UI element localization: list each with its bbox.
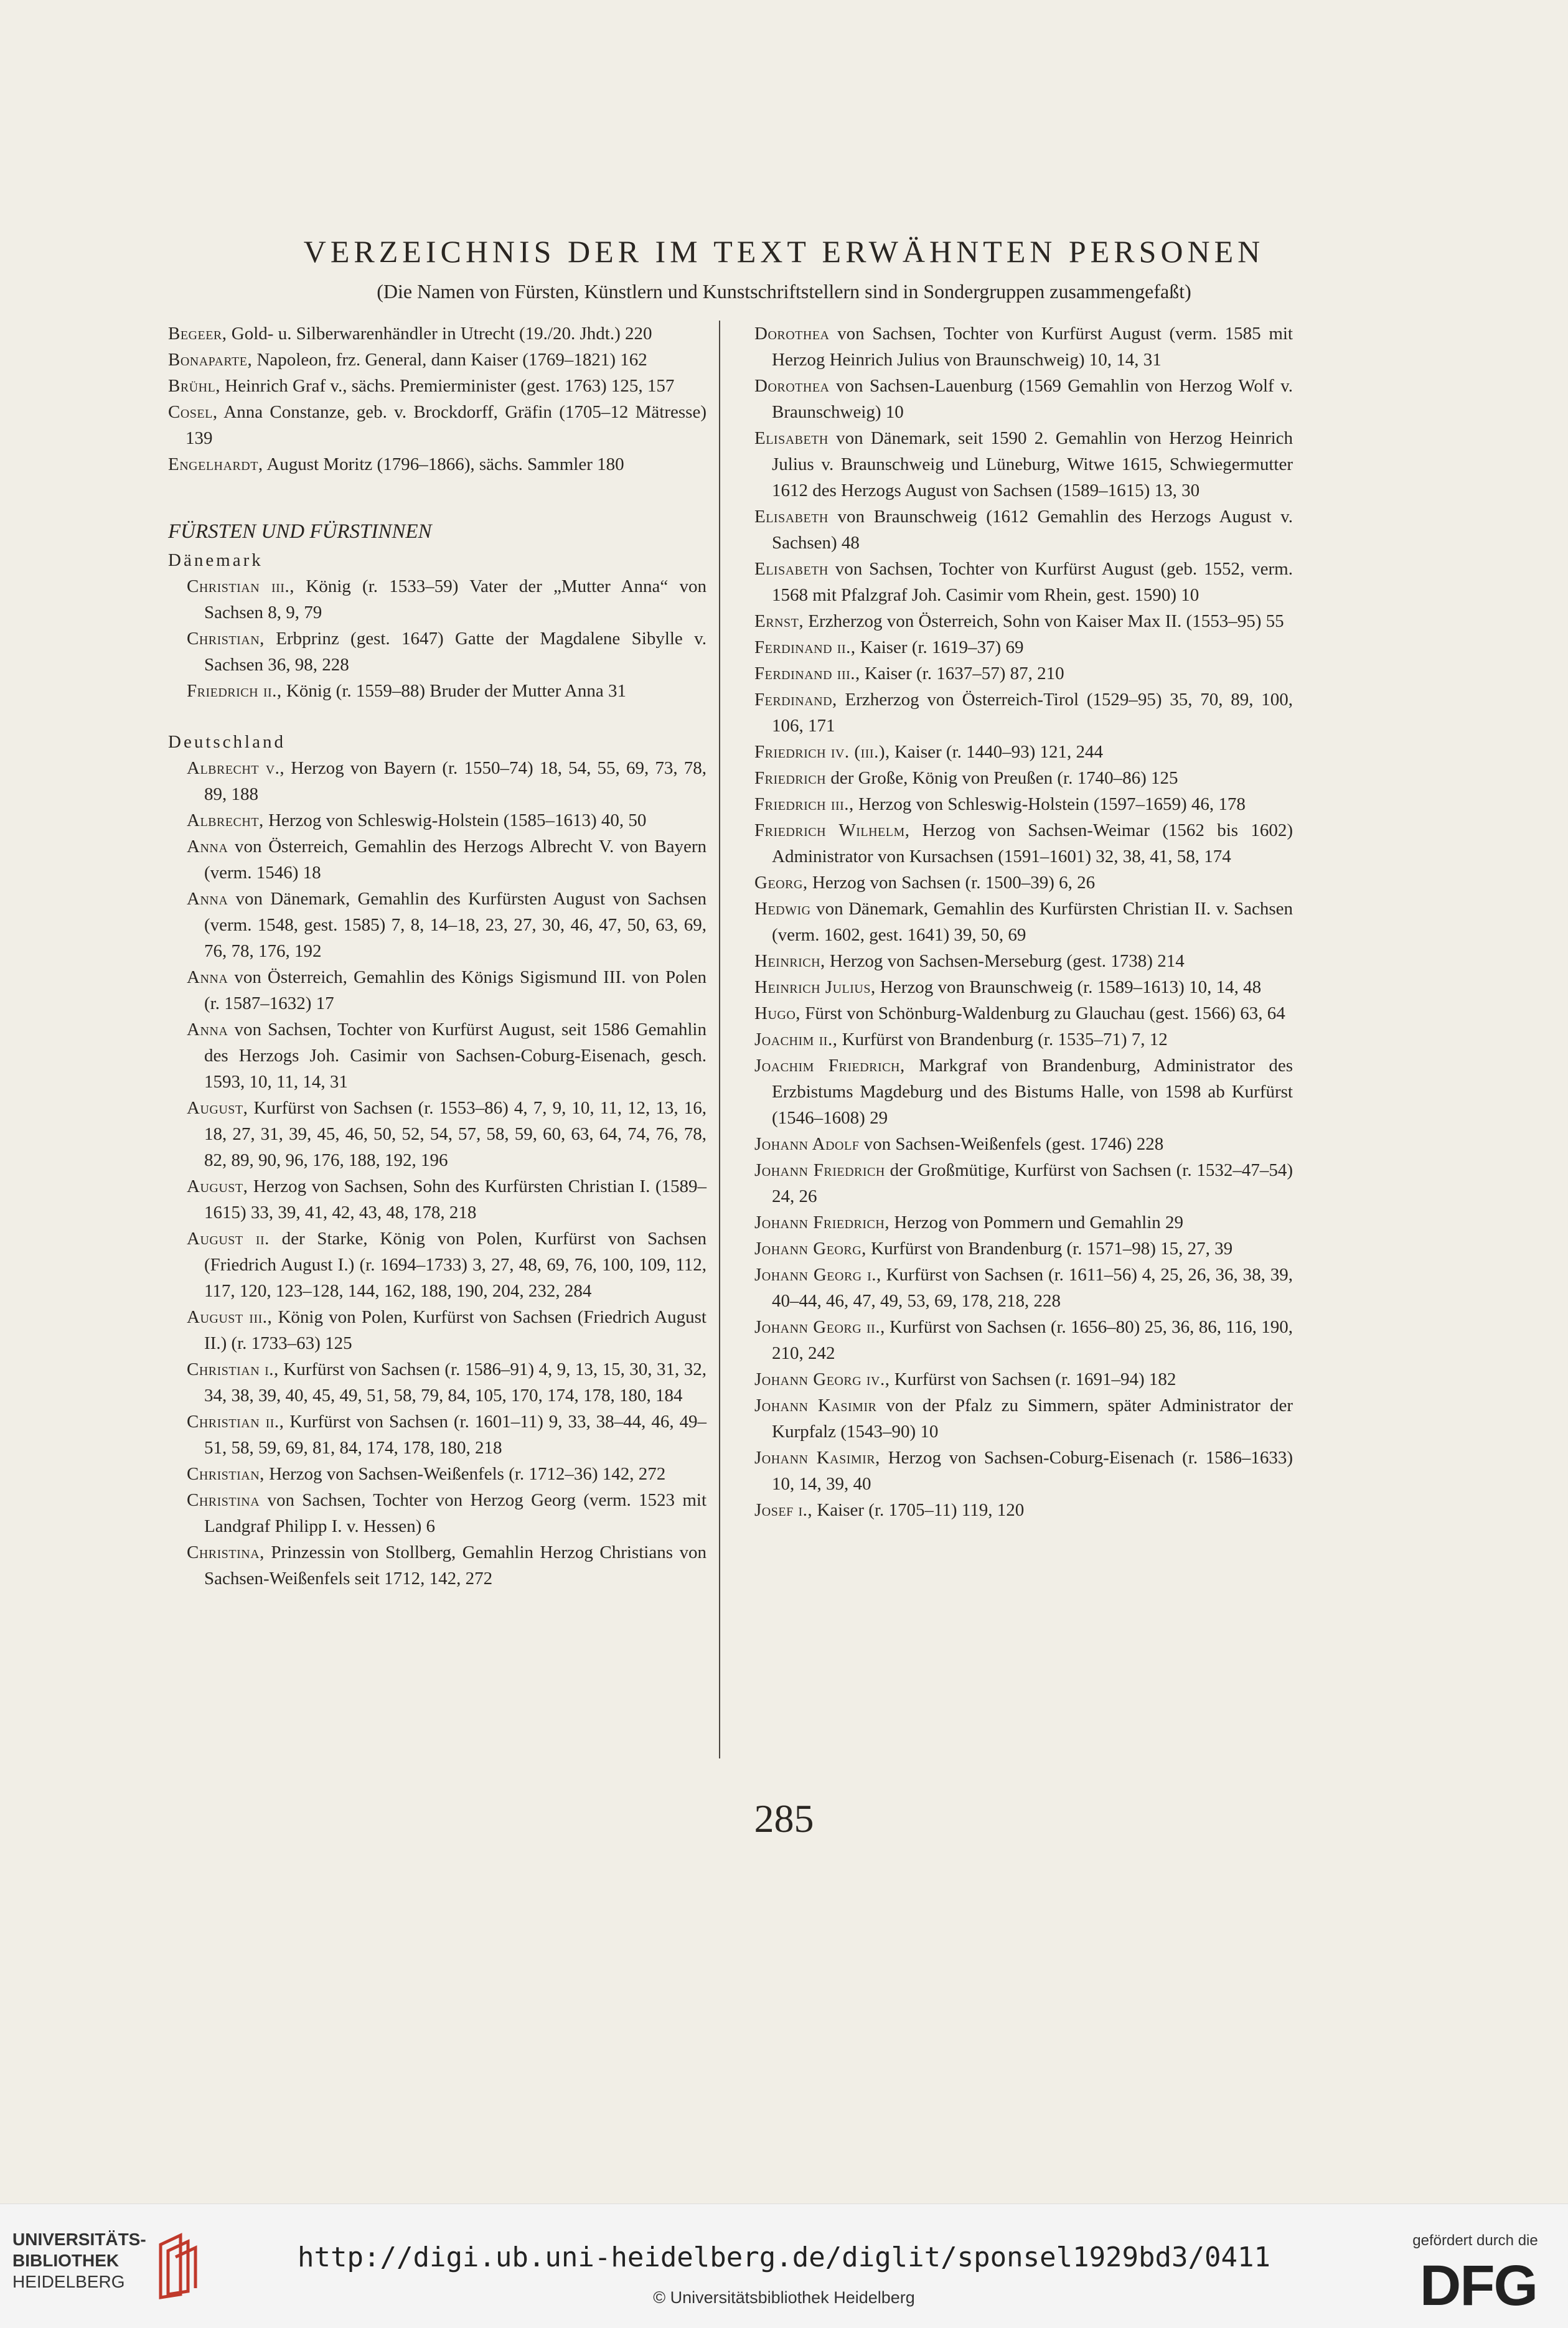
entry-name: Johann Georg ii., (754, 1317, 885, 1337)
index-entry (168, 1487, 707, 1539)
index-entry (754, 1131, 1293, 1157)
entry-name: Anna (187, 889, 228, 909)
page-number: 285 (754, 1796, 814, 1841)
index-entry (754, 556, 1293, 608)
entry-details: Kurfürst von Sachsen (r. 1586–91) 4, 9, 13, 15, 30, 31, 32, 34, 38, 39, 40, 45, 49, 51, 58, 79, 84, 105, 170, 174, 178, 180, 184 (204, 1359, 707, 1406)
entry-details: Herzog von Bayern (r. 1550–74) 18, 54, 55, 69, 73, 78, 89, 188 (204, 758, 707, 804)
entry-details: von Sachsen-Lauenburg (1569 Gemahlin von Herzog Wolf v. Braunschweig) 10 (772, 376, 1293, 422)
entry-details: Herzog von Braunschweig (r. 1589–1613) 10, 14, 48 (875, 977, 1262, 997)
entry-name: Dorothea (754, 324, 830, 344)
entry-name: August iii., (187, 1307, 273, 1327)
entry-name: Bonaparte, (168, 350, 253, 370)
index-entry (754, 948, 1293, 974)
entry-details: von Sachsen, Tochter von Kurfürst August, seit 1586 Gemahlin des Herzogs Joh. Casimir von Sachsen-Coburg-Eisenach, gesch. 1593, 10, 11, 14, 31 (204, 1020, 707, 1092)
column-divider (719, 321, 720, 1758)
entry-details: von Österreich, Gemahlin des Königs Sigismund III. von Polen (r. 1587–1632) 17 (204, 967, 707, 1013)
entry-details: Herzog von Sachsen-Weimar (1562 bis 1602) Administrator von Kursachsen (1591–1601) 32, 38, 41, 58, 174 (772, 820, 1293, 866)
entry-details: Fürst von Schönburg-Waldenburg zu Glauchau (gest. 1566) 63, 64 (800, 1003, 1285, 1023)
index-entry (168, 1304, 707, 1356)
entry-name: Johann Kasimir, (754, 1448, 880, 1468)
entry-details: von Dänemark, Gemahlin des Kurfürsten Christian II. v. Sachsen (verm. 1602, gest. 1641) 39, 50, 69 (772, 899, 1293, 945)
index-entry (754, 870, 1293, 896)
entry-details: Kurfürst von Sachsen (r. 1656–80) 25, 36, 86, 116, 190, 210, 242 (772, 1317, 1293, 1363)
index-entry (754, 425, 1293, 504)
entry-details: von Sachsen, Tochter von Kurfürst August (geb. 1552, verm. 1568 mit Pfalzgraf Joh. Casimir vom Rhein, gest. 1590) 10 (772, 559, 1293, 605)
index-entry (168, 321, 707, 347)
funding-label: gefördert durch die (1412, 2232, 1538, 2249)
entry-name: Anna (187, 967, 228, 987)
entry-name: Christian, (187, 1464, 265, 1484)
index-entry (168, 678, 707, 704)
entry-details: Erzherzog von Österreich-Tirol (1529–95) 35, 70, 89, 100, 106, 171 (772, 690, 1293, 736)
index-entry (754, 1445, 1293, 1497)
right-persons-list (754, 321, 1293, 1523)
section-title-fuersten: FÜRSTEN UND FÜRSTINNEN (168, 520, 432, 543)
entry-name: Christian i., (187, 1359, 279, 1379)
deutschland-list (168, 755, 707, 1592)
entry-name: Johann Friedrich (754, 1160, 885, 1180)
entry-details: Napoleon, frz. General, dann Kaiser (1769–1821) 162 (252, 350, 647, 370)
index-entry (754, 1314, 1293, 1366)
entry-name: Christian ii., (187, 1412, 284, 1432)
index-entry (168, 347, 707, 373)
entry-details: Prinzessin von Stollberg, Gemahlin Herzog Christians von Sachsen-Weißenfels seit 1712, 142, 272 (204, 1542, 707, 1589)
entry-name: Christina, (187, 1542, 265, 1562)
entry-details: von Dänemark, seit 1590 2. Gemahlin von Herzog Heinrich Julius v. Braunschweig und Lüneburg, Witwe 1615, Schwiegermutter 1612 des Herzogs August von Sachsen (1589–1615) 13, 30 (772, 428, 1293, 500)
index-entry (754, 896, 1293, 948)
index-entry (754, 373, 1293, 425)
entry-details: Herzog von Sachsen (r. 1500–39) 6, 26 (807, 873, 1096, 893)
entry-name: Heinrich, (754, 951, 825, 971)
entry-name: Friedrich iii., (754, 794, 854, 814)
entry-name: Ferdinand ii., (754, 637, 856, 657)
entry-name: Johann Friedrich, (754, 1213, 890, 1232)
index-entry (168, 1016, 707, 1095)
index-entry (754, 1053, 1293, 1131)
entry-details: von Sachsen, Tochter von Kurfürst August (verm. 1585 mit Herzog Heinrich Julius von Braunschweig) 10, 14, 31 (772, 324, 1293, 370)
entry-details: Kaiser (r. 1637–57) 87, 210 (860, 664, 1064, 683)
entry-name: Friedrich ii., (187, 681, 282, 701)
index-entry (168, 755, 707, 807)
daenemark-list (168, 573, 707, 704)
index-entry (754, 660, 1293, 687)
entry-details: Herzog von Sachsen-Merseburg (gest. 1738) 214 (825, 951, 1185, 971)
entry-name: August ii. (187, 1229, 270, 1249)
entry-details: August Moritz (1796–1866), sächs. Sammler 180 (263, 454, 624, 474)
entry-name: Georg, (754, 873, 808, 893)
index-entry (168, 886, 707, 964)
entry-name: Johann Georg iv., (754, 1369, 890, 1389)
entry-name: Johann Georg i., (754, 1265, 881, 1285)
entry-details: Kaiser (r. 1619–37) 69 (855, 637, 1024, 657)
entry-details: König von Polen, Kurfürst von Sachsen (Friedrich August II.) (r. 1733–63) 125 (204, 1307, 707, 1353)
entry-name: Elisabeth (754, 428, 829, 448)
entry-name: Friedrich Wilhelm, (754, 820, 910, 840)
index-entry (168, 573, 707, 626)
entry-details: von Sachsen, Tochter von Herzog Georg (verm. 1523 mit Landgraf Philipp I. v. Hessen) 6 (204, 1490, 707, 1536)
entry-details: von Österreich, Gemahlin des Herzogs Albrecht V. von Bayern (verm. 1546) 18 (204, 837, 707, 883)
index-entry (168, 399, 707, 451)
entry-name: Dorothea (754, 376, 830, 396)
index-entry (754, 634, 1293, 660)
entry-details: Herzog von Schleswig-Holstein (1585–1613) 40, 50 (263, 810, 647, 830)
index-entry (754, 1000, 1293, 1026)
index-entry (754, 739, 1293, 765)
entry-name: Albrecht v., (187, 758, 285, 778)
entry-name: Joachim ii., (754, 1030, 838, 1049)
entry-name: Ferdinand, (754, 690, 837, 710)
index-entry (168, 1539, 707, 1592)
index-entry (168, 451, 707, 477)
entry-name: Elisabeth (754, 559, 829, 579)
entry-name: Brühl, (168, 376, 221, 396)
entry-name: Christian, (187, 629, 265, 649)
entry-name: Begeer, (168, 324, 227, 344)
entry-details: Kurfürst von Brandenburg (r. 1535–71) 7, 12 (837, 1030, 1168, 1049)
index-entry (754, 765, 1293, 791)
entry-details: König (r. 1559–88) Bruder der Mutter Anna 31 (281, 681, 626, 701)
entry-details: von Sachsen-Weißenfels (gest. 1746) 228 (859, 1134, 1164, 1154)
index-entry (168, 1461, 707, 1487)
entry-details: Erzherzog von Österreich, Sohn von Kaiser Max II. (1553–95) 55 (804, 611, 1284, 631)
entry-name: Anna (187, 1020, 228, 1040)
entry-name: Cosel, (168, 402, 218, 422)
index-entry (168, 626, 707, 678)
page-heading: VERZEICHNIS DER IM TEXT ERWÄHNTEN PERSONEN (303, 234, 1265, 269)
entry-details: Kaiser (r. 1705–11) 119, 120 (812, 1500, 1025, 1520)
entry-name: Heinrich Julius, (754, 977, 876, 997)
entry-details: Kurfürst von Brandenburg (r. 1571–98) 15, 27, 39 (866, 1239, 1233, 1259)
entry-name: August, (187, 1098, 248, 1118)
index-entry (754, 1262, 1293, 1314)
entry-name: Engelhardt, (168, 454, 263, 474)
index-entry (754, 504, 1293, 556)
index-entry (168, 1226, 707, 1304)
entry-details: Kaiser (r. 1440–93) 121, 244 (890, 742, 1104, 762)
entry-details: Erbprinz (gest. 1647) Gatte der Magdalene Sibylle v. Sachsen 36, 98, 228 (204, 629, 707, 675)
index-entry (754, 1209, 1293, 1236)
entry-name: Ferdinand iii., (754, 664, 860, 683)
entry-name: Ernst, (754, 611, 804, 631)
entry-details: der Großmütige, Kurfürst von Sachsen (r. 1532–47–54) 24, 26 (772, 1160, 1293, 1206)
entry-details: Herzog von Pommern und Gemahlin 29 (890, 1213, 1184, 1232)
entry-name: Johann Georg, (754, 1239, 866, 1259)
country-heading-daenemark: Dänemark (168, 550, 263, 570)
entry-details: der Starke, König von Polen, Kurfürst von Sachsen (Friedrich August I.) (r. 1694–1733) 3, 27, 48, 69, 76, 100, 109, 112, 117, 120, 123–128, 144, 162, 188, 190, 204, 232, 284 (204, 1229, 707, 1301)
index-entry (168, 807, 707, 833)
entry-details: Herzog von Sachsen, Sohn des Kurfürsten Christian I. (1589–1615) 33, 39, 41, 42, 43, 48, 178, 218 (204, 1176, 707, 1223)
entry-details: Anna Constanze, geb. v. Brockdorff, Gräfin (1705–12 Mätresse) 139 (185, 402, 707, 448)
country-heading-deutschland: Deutschland (168, 732, 286, 752)
general-persons-list (168, 321, 707, 477)
page-subheading: (Die Namen von Fürsten, Künstlern und Kunstschriftstellern sind in Sondergruppen zusammengefaßt) (377, 280, 1191, 303)
index-entry (754, 321, 1293, 373)
index-entry (754, 1366, 1293, 1392)
entry-details: Herzog von Schleswig-Holstein (1597–1659) 46, 178 (853, 794, 1246, 814)
entry-name: Friedrich iv. (iii.), (754, 742, 890, 762)
right-column (754, 321, 1293, 1523)
index-entry (754, 817, 1293, 870)
entry-name: Elisabeth (754, 507, 829, 527)
entry-name: Christian iii., (187, 576, 294, 596)
entry-details: König (r. 1533–59) Vater der „Mutter Anna“ von Sachsen 8, 9, 79 (204, 576, 707, 622)
entry-details: Herzog von Sachsen-Weißenfels (r. 1712–36) 142, 272 (264, 1464, 666, 1484)
copyright-notice: © Universitätsbibliothek Heidelberg (653, 2288, 915, 2307)
index-entry (754, 974, 1293, 1000)
entry-name: Johann Adolf (754, 1134, 860, 1154)
entry-name: Johann Kasimir (754, 1396, 877, 1415)
entry-details: Kurfürst von Sachsen (r. 1691–94) 182 (890, 1369, 1176, 1389)
index-entry (168, 964, 707, 1016)
entry-name: Hugo, (754, 1003, 801, 1023)
library-name: UNIVERSITÄTS- BIBLIOTHEK HEIDELBERG (12, 2230, 146, 2291)
entry-name: Anna (187, 837, 228, 857)
index-entry (168, 1095, 707, 1173)
viewer-footer (0, 2204, 1568, 2328)
index-entry (754, 687, 1293, 739)
index-entry (754, 1026, 1293, 1053)
entry-name: August, (187, 1176, 248, 1196)
index-entry (168, 1173, 707, 1226)
index-entry (168, 373, 707, 399)
entry-details: von der Pfalz zu Simmern, später Administrator der Kurpfalz (1543–90) 10 (772, 1396, 1293, 1442)
entry-name: Christina (187, 1490, 260, 1510)
entry-details: Kurfürst von Sachsen (r. 1601–11) 9, 33, 38–44, 46, 49–51, 58, 59, 69, 81, 84, 174, 178, 180, 218 (204, 1412, 707, 1458)
index-entry (168, 1356, 707, 1409)
entry-details: Markgraf von Brandenburg, Administrator des Erzbistums Magdeburg und des Bistums Halle, von 1598 ab Kurfürst (1546–1608) 29 (772, 1056, 1293, 1128)
entry-name: Hedwig (754, 899, 811, 919)
index-entry (754, 608, 1293, 634)
dfg-logo[interactable]: DFG (1419, 2254, 1537, 2317)
entry-details: Kurfürst von Sachsen (r. 1553–86) 4, 7, 9, 10, 11, 12, 13, 16, 18, 27, 31, 39, 45, 46, 50, 52, 54, 57, 58, 59, 60, 63, 64, 74, 76, 78, 82, 89, 90, 96, 176, 188, 192, 196 (204, 1098, 707, 1170)
left-column (168, 321, 707, 1592)
entry-details: von Dänemark, Gemahlin des Kurfürsten August von Sachsen (verm. 1548, gest. 1585) 7, 8, 14–18, 23, 27, 30, 46, 47, 50, 63, 69, 76, 78, 176, 192 (204, 889, 707, 961)
index-entry (754, 791, 1293, 817)
index-entry (754, 1497, 1293, 1523)
index-entry (754, 1392, 1293, 1445)
entry-details: von Braunschweig (1612 Gemahlin des Herzogs August v. Sachsen) 48 (772, 507, 1293, 553)
entry-details: Heinrich Graf v., sächs. Premierminister (gest. 1763) 125, 157 (220, 376, 675, 396)
entry-details: der Große, König von Preußen (r. 1740–86) 125 (826, 768, 1178, 788)
permalink-url[interactable]: http://digi.ub.uni-heidelberg.de/diglit/sponsel1929bd3/0411 (298, 2241, 1270, 2273)
index-entry (168, 1409, 707, 1461)
index-entry (754, 1236, 1293, 1262)
entry-details: Kurfürst von Sachsen (r. 1611–56) 4, 25, 26, 36, 38, 39, 40–44, 46, 47, 49, 53, 69, 178, 218, 228 (772, 1265, 1293, 1311)
entry-name: Joachim Friedrich, (754, 1056, 905, 1076)
entry-name: Josef i., (754, 1500, 813, 1520)
entry-details: Gold- u. Silberwarenhändler in Utrecht (19./20. Jhdt.) 220 (227, 324, 652, 344)
entry-name: Friedrich (754, 768, 827, 788)
index-entry (168, 833, 707, 886)
entry-details: Herzog von Sachsen-Coburg-Eisenach (r. 1586–1633) 10, 14, 39, 40 (772, 1448, 1293, 1494)
index-entry (754, 1157, 1293, 1209)
entry-name: Albrecht, (187, 810, 264, 830)
